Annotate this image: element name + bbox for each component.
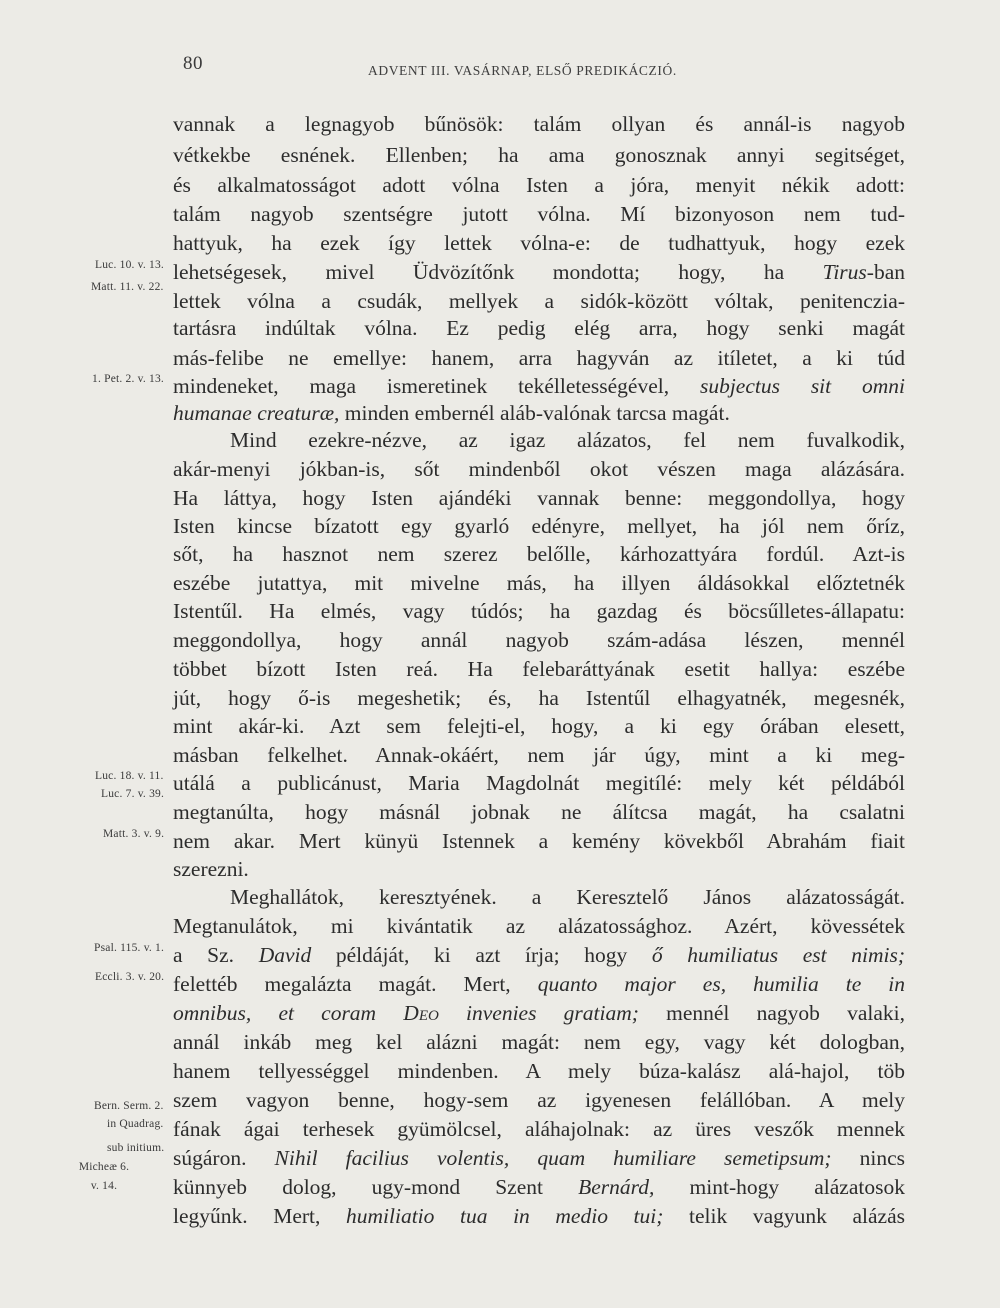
text-line	[173, 372, 905, 400]
text-run: felettéb megalázta magát. Mert,	[173, 972, 538, 996]
text-line	[173, 344, 905, 372]
text-line	[173, 741, 905, 769]
text-line	[173, 626, 905, 654]
italic-text: subjectus sit omni	[699, 374, 905, 398]
page-number: 80	[183, 53, 203, 74]
text-line	[173, 540, 905, 568]
italic-text: humanae creaturæ,	[173, 401, 340, 425]
text-run: Meghallátok, keresztyének. a Keresztelő János alázatosságát.	[230, 885, 905, 909]
text-run: -ban	[866, 260, 905, 284]
text-line	[173, 1173, 905, 1201]
text-run: lettek vólna a csudák, mellyek a sidók-között vóltak, penitenczia-	[173, 289, 905, 313]
text-run: mindeneket, maga ismeretinek tekélletességével,	[173, 374, 700, 398]
text-line	[173, 110, 905, 138]
margin-note: Matt. 11. v. 22.	[91, 281, 164, 293]
text-run: hattyuk, ha ezek így lettek vólna-e: de tudhattyuk, hogy ezek	[173, 231, 905, 255]
text-line	[173, 912, 905, 940]
text-run: hanem tellyességgel mindenben. A mely búza-kalász alá-hajol, töb	[173, 1059, 905, 1083]
text-line	[230, 426, 905, 454]
text-run: jút, hogy ő-is megeshetik; és, ha Istentűl elhagyatnék, megesnék,	[173, 686, 905, 710]
text-run: talám nagyob szentségre jutott vólna. Mí bizonyoson nem tud-	[173, 202, 905, 226]
margin-note: Bern. Serm. 2.	[94, 1100, 164, 1112]
text-line	[173, 684, 905, 712]
text-run: nincs	[831, 1146, 905, 1170]
text-run: Megtanulátok, mi kivántatik az alázatossághoz. Azért, kövessétek	[173, 914, 905, 938]
text-line	[173, 1028, 905, 1056]
text-run: Mind ezekre-nézve, az igaz alázatos, fel nem fuvalkodik,	[230, 428, 905, 452]
text-line	[173, 569, 905, 597]
text-run: mennél nagyob valaki,	[638, 1001, 905, 1025]
text-line	[173, 769, 905, 797]
text-run: megtanúlta, hogy másnál jobnak ne álítcsa magát, ha csalatni	[173, 800, 905, 824]
text-run: sőt, ha hasznot nem szerez belőlle, kárhozattyára fordúl. Azt-is	[173, 542, 905, 566]
text-run: Istentűl. Ha elmés, vagy túdós; ha gazdag és böcsűlletes-állapatu:	[173, 599, 905, 623]
text-run: példáját, ki azt írja; hogy	[311, 943, 652, 967]
margin-note: Luc. 7. v. 39.	[101, 788, 165, 800]
text-line	[173, 314, 905, 342]
margin-note: Matt. 3. v. 9.	[103, 828, 165, 840]
text-line	[173, 512, 905, 540]
text-run: Ha láttya, hogy Isten ajándéki vannak benne: meggondollya, hogy	[173, 486, 905, 510]
text-run: a Sz.	[173, 943, 259, 967]
text-run: utálá a publicánust, Maria Magdolnát megitílé: mely két példából	[173, 771, 905, 795]
text-line	[173, 399, 905, 427]
margin-note: 1. Pet. 2. v. 13.	[92, 373, 164, 385]
text-run: künnyeb dolog, ugy-mond Szent	[173, 1175, 579, 1199]
margin-note: Luc. 10. v. 13.	[95, 259, 165, 271]
text-line	[173, 455, 905, 483]
italic-text: humiliatio tua in medio tui;	[346, 1204, 664, 1228]
text-line	[173, 1086, 905, 1114]
text-line	[173, 1115, 905, 1143]
margin-note: v. 14.	[90, 1180, 118, 1192]
margin-note: Eccli. 3. v. 20.	[95, 971, 165, 983]
text-line	[173, 999, 905, 1027]
text-run: többet bízott Isten reá. Ha felebaráttyának esetit hallya: eszébe	[173, 657, 905, 681]
running-title: ADVENT III. VASÁRNAP, ELSŐ PREDIKÁCZIÓ.	[368, 63, 677, 78]
text-line	[173, 229, 905, 257]
margin-note: sub initium.	[107, 1142, 165, 1154]
text-line	[173, 655, 905, 683]
text-line	[173, 484, 905, 512]
text-run: mint akár-ki. Azt sem felejti-el, hogy, a ki egy órában elesett,	[173, 714, 905, 738]
text-run: Isten kincse bízatott egy gyarló edényre, mellyet, ha jól nem őríz,	[173, 514, 905, 538]
text-run: súgáron.	[173, 1146, 275, 1170]
text-line	[173, 200, 905, 228]
text-line	[173, 855, 905, 883]
text-line	[173, 597, 905, 625]
text-line	[173, 1144, 905, 1172]
text-run: vannak a legnagyob bűnösök: talám ollyan és annál-is nagyob	[173, 112, 905, 136]
text-run: legyűnk. Mert,	[173, 1204, 347, 1228]
text-run: telik vagyunk alázás	[663, 1204, 905, 1228]
margin-note: Micheæ 6.	[78, 1161, 130, 1173]
text-line	[173, 287, 905, 315]
italic-text: invenies gratiam;	[438, 1001, 639, 1025]
text-run: mint-hogy alázatosok	[654, 1175, 905, 1199]
italic-text: omnibus, et coram	[173, 1001, 404, 1025]
italic-text: David	[258, 943, 312, 967]
text-line	[230, 883, 905, 911]
text-run: annál inkáb meg kel alázni magát: nem egy, vagy két dologban,	[173, 1030, 905, 1054]
text-run: akár-menyi jókban-is, sőt mindenből okot vészen maga alázására.	[173, 457, 905, 481]
margin-note: in Quadrag.	[107, 1118, 164, 1130]
text-run: meggondollya, hogy annál nagyob szám-adása lészen, mennél	[173, 628, 905, 652]
italic-text: quanto major es, humilia te in	[537, 972, 906, 996]
text-run: vétkekbe esnének. Ellenben; ha ama gonosznak annyi segitséget,	[173, 143, 905, 167]
text-run: tartásra indúltak vólna. Ez pedig elég arra, hogy senki magát	[173, 316, 905, 340]
text-line	[173, 827, 905, 855]
text-run: másban felkelhet. Annak-okáért, nem jár úgy, mint a ki meg-	[173, 743, 905, 767]
text-run: lehetségesek, mivel Üdvözítőnk mondotta; hogy, ha	[173, 260, 823, 284]
text-run: más-felibe ne emellye: hanem, arra hagyván az itíletet, a ki túd	[173, 346, 905, 370]
text-line	[173, 941, 905, 969]
italic-text: Bernárd,	[578, 1175, 655, 1199]
text-line	[173, 1057, 905, 1085]
text-run: eszébe jutattya, mit mivelne más, ha illyen áldásokkal előztetnék	[173, 571, 905, 595]
text-line	[173, 141, 905, 169]
text-line	[173, 970, 905, 998]
text-line	[173, 712, 905, 740]
text-run: fának ágai terhesek gyümölcsel, aláhajolnak: az üres veszők mennek	[173, 1117, 905, 1141]
text-run: szem vagyon benne, hogy-sem az igyenesen felállóban. A mely	[173, 1088, 905, 1112]
text-line	[173, 798, 905, 826]
text-line	[173, 258, 905, 286]
text-line	[173, 1202, 905, 1230]
text-line	[173, 171, 905, 199]
italic-text: Deo	[403, 1001, 439, 1025]
margin-note: Luc. 18. v. 11.	[95, 770, 164, 782]
italic-text: ő humiliatus est nimis;	[651, 943, 906, 967]
text-run: és alkalmatosságot adott vólna Isten a jóra, menyit nékik adott:	[173, 173, 905, 197]
text-run: szerezni.	[173, 857, 249, 881]
text-run: nem akar. Mert künyü Istennek a kemény kövekből Abrahám fiait	[173, 829, 905, 853]
margin-note: Psal. 115. v. 1.	[94, 942, 165, 954]
italic-text: Nihil facilius volentis, quam humiliare semetipsum;	[274, 1146, 832, 1170]
text-run: minden embernél aláb-valónak tarcsa magát.	[339, 401, 730, 425]
italic-text: Tirus	[822, 260, 867, 284]
